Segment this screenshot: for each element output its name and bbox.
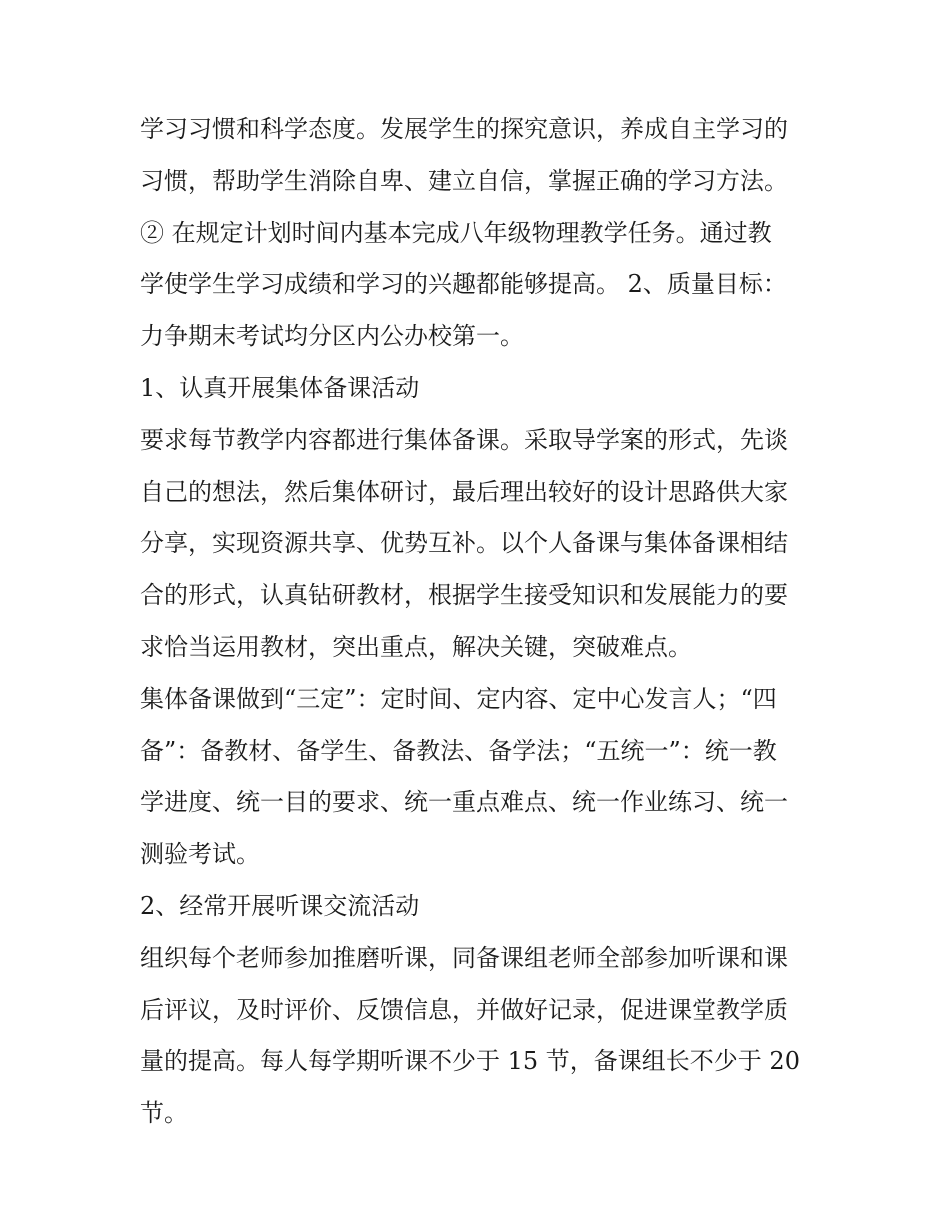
text-line: 合的形式，认真钻研教材，根据学生接受知识和发展能力的要 [140, 581, 788, 610]
text-line: 节。 [140, 1099, 188, 1128]
paragraph-lesson-prep-requirements [140, 415, 820, 674]
text-line: 习惯，帮助学生消除自卑、建立自信，掌握正确的学习方法。 [140, 166, 788, 195]
section-heading-lesson-observation: 2、经常开展听课交流活动 [140, 891, 420, 920]
text-line: 力争期末考试均分区内公办校第一。 [140, 322, 524, 351]
paragraph-lesson-prep-standards [140, 674, 820, 881]
paragraph-lesson-observation [140, 933, 820, 1140]
text-line: 集体备课做到“三定”：定时间、定内容、定中心发言人；“四 [140, 684, 777, 713]
text-line: 后评议，及时评价、反馈信息，并做好记录，促进课堂教学质 [140, 995, 788, 1024]
text-line: 分享，实现资源共享、优势互补。以个人备课与集体备课相结 [140, 529, 788, 558]
text-line: 学进度、统一目的要求、统一重点难点、统一作业练习、统一 [140, 788, 788, 817]
section-heading-collective-lesson-prep: 1、认真开展集体备课活动 [140, 373, 420, 402]
document-body [140, 104, 820, 1140]
text-line: 量的提高。每人每学期听课不少于 15 节，备课组长不少于 20 [140, 1047, 800, 1076]
text-line: 学使学生学习成绩和学习的兴趣都能够提高。 2、质量目标： [140, 270, 787, 299]
text-line: 组织每个老师参加推磨听课，同备课组老师全部参加听课和课 [140, 943, 788, 972]
text-line: 学习习惯和科学态度。发展学生的探究意识，养成自主学习的 [140, 115, 788, 143]
text-line: 自己的想法，然后集体研讨，最后理出较好的设计思路供大家 [140, 477, 788, 506]
text-line: ② 在规定计划时间内基本完成八年级物理教学任务。通过教 [140, 218, 772, 247]
paragraph-learning-goals [140, 104, 820, 363]
text-line: 备”：备教材、备学生、备教法、备学法；“五统一”：统一教 [140, 736, 777, 765]
text-line: 求恰当运用教材，突出重点，解决关键，突破难点。 [140, 632, 692, 661]
text-line: 测验考试。 [140, 840, 260, 869]
text-line: 要求每节教学内容都进行集体备课。采取导学案的形式，先谈 [140, 425, 788, 454]
